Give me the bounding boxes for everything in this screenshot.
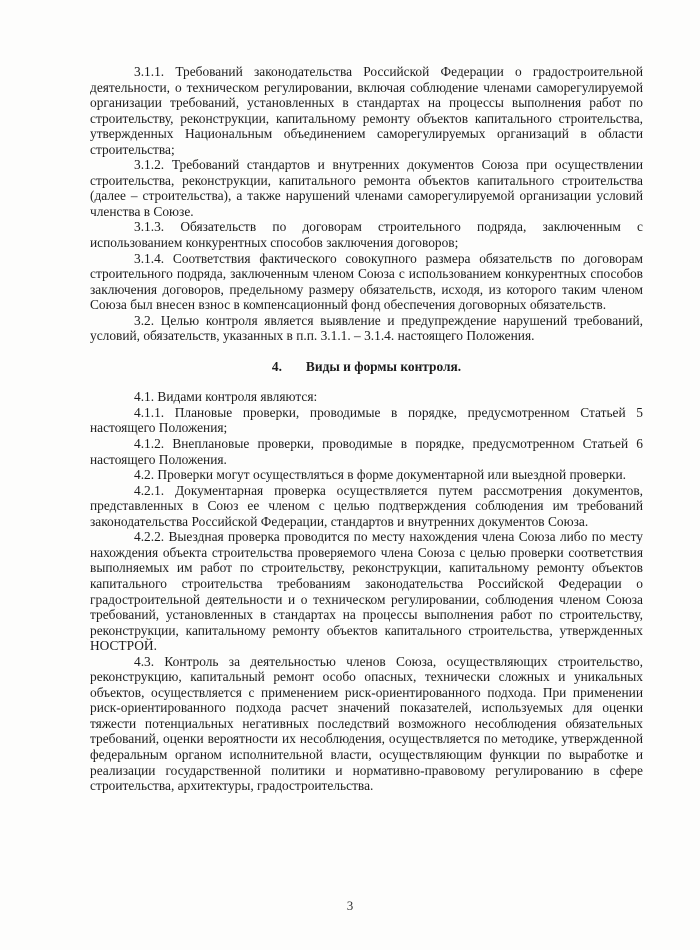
paragraph-4-1-2: 4.1.2. Внеплановые проверки, проводимые в порядке, предусмотренном Статьей 6 настоящего Положения.	[90, 436, 643, 467]
paragraph-3-1-1: 3.1.1. Требований законодательства Российской Федерации о градостроительной деятельности, о техническом регулировании, включая соблюдение членами саморегулируемой организации требований, установленных в стандартах на процессы выполнения работ по строительству, реконструкции, капитальному ремонту объектов капитального строительства, утвержденных Национальным объединением саморегулируемых организаций в области строительства;	[90, 64, 643, 157]
page-number: 3	[346, 898, 354, 913]
document-body	[90, 64, 643, 794]
paragraph-4-3: 4.3. Контроль за деятельностью членов Союза, осуществляющих строительство, реконструкцию, капитальный ремонт особо опасных, технически сложных и уникальных объектов, осуществляется с применением риск-ориентированного подхода. При применении риск-ориентированного подхода расчет значений показателей, используемых для оценки тяжести потенциальных негативных последствий возможного несоблюдения обязательных требований, оценки вероятности их несоблюдения, осуществляется по методике, утвержденной федеральным органом исполнительной власти, осуществляющим функции по выработке и реализации государственной политики и нормативно-правовому регулированию в сфере строительства, архитектуры, градостроительства.	[90, 653, 643, 794]
section-title: Виды и формы контроля.	[305, 358, 462, 374]
section-number: 4.	[271, 358, 282, 374]
paragraph-4-2: 4.2. Проверки могут осуществляться в форме документарной или выездной проверки.	[134, 467, 626, 483]
paragraph-4-1: 4.1. Видами контроля являются:	[134, 389, 318, 405]
paragraph-3-1-4: 3.1.4. Соответствия фактического совокупного размера обязательств по договорам строительного подряда, заключенным членом Союза с использованием конкурентных способов заключения договоров, предельному размеру обязательств, исходя, из которого таким членом Союза был внесен взнос в компенсационный фонд обеспечения договорных обязательств.	[90, 250, 643, 313]
paragraph-4-1-1: 4.1.1. Плановые проверки, проводимые в порядке, предусмотренном Статьей 5 настоящего Положения;	[90, 404, 643, 436]
paragraph-3-1-3: 3.1.3. Обязательств по договорам строительного подряда, заключенным с использованием конкурентных способов заключения договоров;	[90, 219, 643, 251]
paragraph-3-2: 3.2. Целью контроля является выявление и предупреждение нарушений требований, условий, обязательств, указанных в п.п. 3.1.1. – 3.1.4. настоящего Положения.	[90, 312, 643, 344]
paragraph-4-2-2: 4.2.2. Выездная проверка проводится по месту нахождения члена Союза либо по месту нахождения объекта строительства проверяемого члена Союза с целью проверки соответствия выполняемых им работ по строительству, реконструкции, капитальному ремонту объектов капитального строительства требованиям законодательства Российской Федерации о градостроительной деятельности и о техническом регулировании, соблюдения членом Союза требований, установленных в стандартах на процессы выполнения работ по строительству, реконструкции, капитальному ремонту объектов капитального строительства, утвержденных НОСТРОЙ.	[90, 529, 643, 654]
paragraph-4-2-1: 4.2.1. Документарная проверка осуществляется путем рассмотрения документов, представленных в Союз ее членом с целью подтверждения соблюдения им требований законодательства Российской Федерации, стандартов и внутренних документов Союза.	[90, 482, 643, 529]
section-heading	[90, 359, 643, 375]
paragraph-3-1-2: 3.1.2. Требований стандартов и внутренних документов Союза при осуществлении строительства, реконструкции, капитального ремонта объектов капитального строительства (далее – строительства), а также нарушений членами саморегулируемой организации условий членства в Союзе.	[90, 157, 643, 219]
